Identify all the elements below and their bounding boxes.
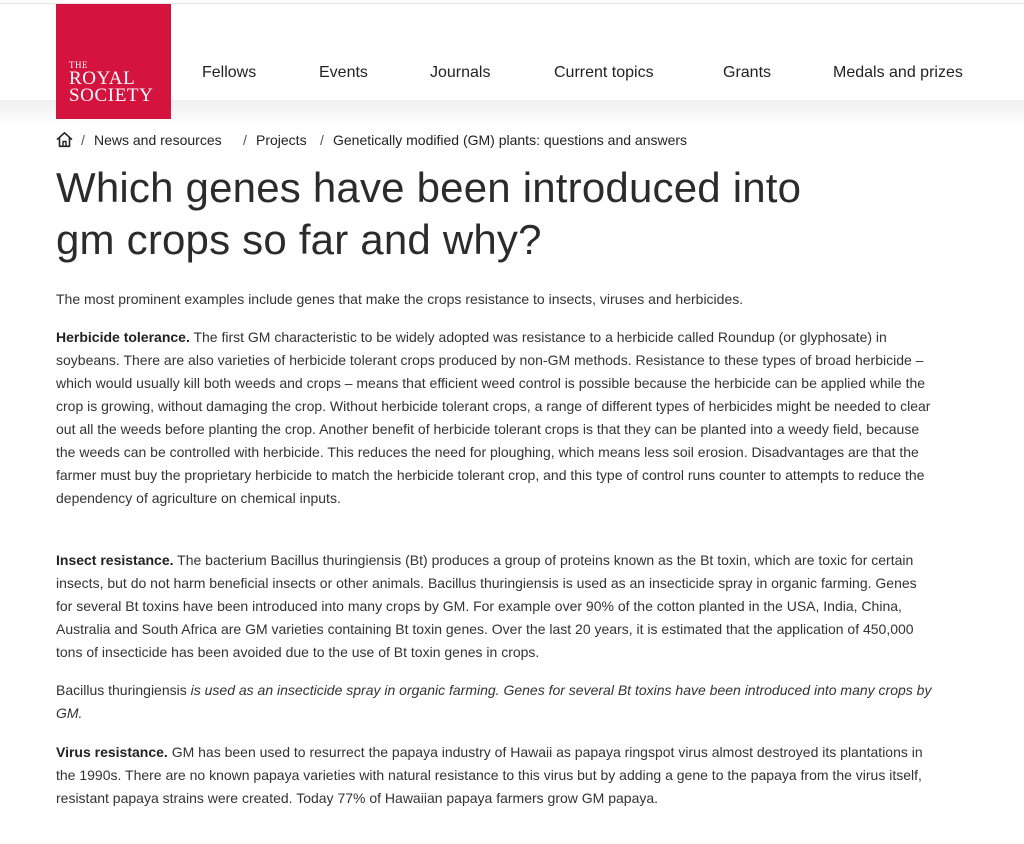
page-title-line-1: Which genes have been introduced into (56, 164, 802, 211)
insect-paragraph (56, 549, 936, 664)
page-title (56, 162, 956, 266)
intro-paragraph: The most prominent examples include genes that make the crops resistance to insects, viruses and herbicides. (56, 291, 744, 307)
breadcrumb-separator: / (81, 132, 85, 148)
home-icon[interactable] (56, 131, 73, 148)
herbicide-body: The first GM characteristic to be widely adopted was resistance to a herbicide called Roundup (or glyphosate) in soybeans. There are also varieties of herbicide tolerant crops produced by non-GM methods. Resistance to these types of broad herbicide – which would usually kill both weeds and crops – means that efficient weed control is possible because the herbicide can be applied while the crop is growing, without damaging the crop. Without herbicide tolerant crops, a range of different types of herbicides might be needed to clear out all the weeds before planting the crop. Another benefit of herbicide tolerant crops is that they can be planted into a weedy field, because the weeds can be controlled with herbicide. This reduces the need for ploughing, which means less soil erosion. Disadvantages are that the farmer must buy the proprietary herbicide to match the herbicide tolerant crop, and this type of control runs counter to attempts to reduce the dependency of agriculture on chemical inputs. (56, 329, 931, 506)
virus-paragraph (56, 741, 936, 810)
nav-current-topics[interactable]: Current topics (554, 64, 654, 81)
logo-line-royal: ROYAL (69, 68, 136, 89)
breadcrumb-gm-plants-qa[interactable]: Genetically modified (GM) plants: questions and answers (333, 132, 688, 148)
nav-journals[interactable]: Journals (430, 64, 491, 81)
quote-paragraph (56, 679, 936, 725)
virus-body: GM has been used to resurrect the papaya industry of Hawaii as papaya ringspot virus almost destroyed its plantations in the 1990s. There are no known papaya varieties with natural resistance to this virus but by adding a gene to the papaya from the virus itself, resistant papaya strains were created. Today 77% of Hawaiian papaya farmers grow GM papaya. (56, 744, 923, 806)
logo-line-the: THE (69, 60, 88, 70)
breadcrumb-separator: / (320, 132, 324, 148)
quote-italic-text: is used as an insecticide spray in organic farming. Genes for several Bt toxins have been introduced into many crops by GM. (56, 682, 932, 721)
quote-normal-text: Bacillus thuringiensis (56, 682, 187, 698)
page-title-line-2: gm crops so far and why? (56, 216, 542, 263)
breadcrumb-news-and-resources[interactable]: News and resources (94, 132, 222, 148)
royal-society-logo[interactable] (56, 4, 171, 119)
insect-body: The bacterium Bacillus thuringiensis (Bt) produces a group of proteins known as the Bt toxin, which are toxic for certain insects, but do not harm beneficial insects or other animals. Bacillus thuringiensis is used as an insecticide spray in organic farming. Genes for several Bt toxins have been introduced into many crops by GM. For example over 90% of the cotton planted in the USA, India, China, Australia and South Africa are GM varieties containing Bt toxin genes. Over the last 20 years, it is estimated that the application of 450,000 tons of insecticide has been avoided due to the use of Bt toxin genes in crops. (56, 552, 917, 660)
nav-medals-and-prizes[interactable]: Medals and prizes (833, 64, 963, 81)
herbicide-heading: Herbicide tolerance. (56, 329, 190, 345)
logo-line-society: SOCIETY (69, 85, 154, 106)
nav-grants[interactable]: Grants (723, 64, 772, 81)
breadcrumb-separator: / (243, 132, 247, 148)
insect-heading: Insect resistance. (56, 552, 174, 568)
herbicide-paragraph (56, 326, 936, 510)
virus-heading: Virus resistance. (56, 744, 168, 760)
nav-fellows[interactable]: Fellows (202, 64, 257, 81)
nav-events[interactable]: Events (319, 64, 368, 81)
breadcrumb-projects[interactable]: Projects (256, 132, 307, 148)
